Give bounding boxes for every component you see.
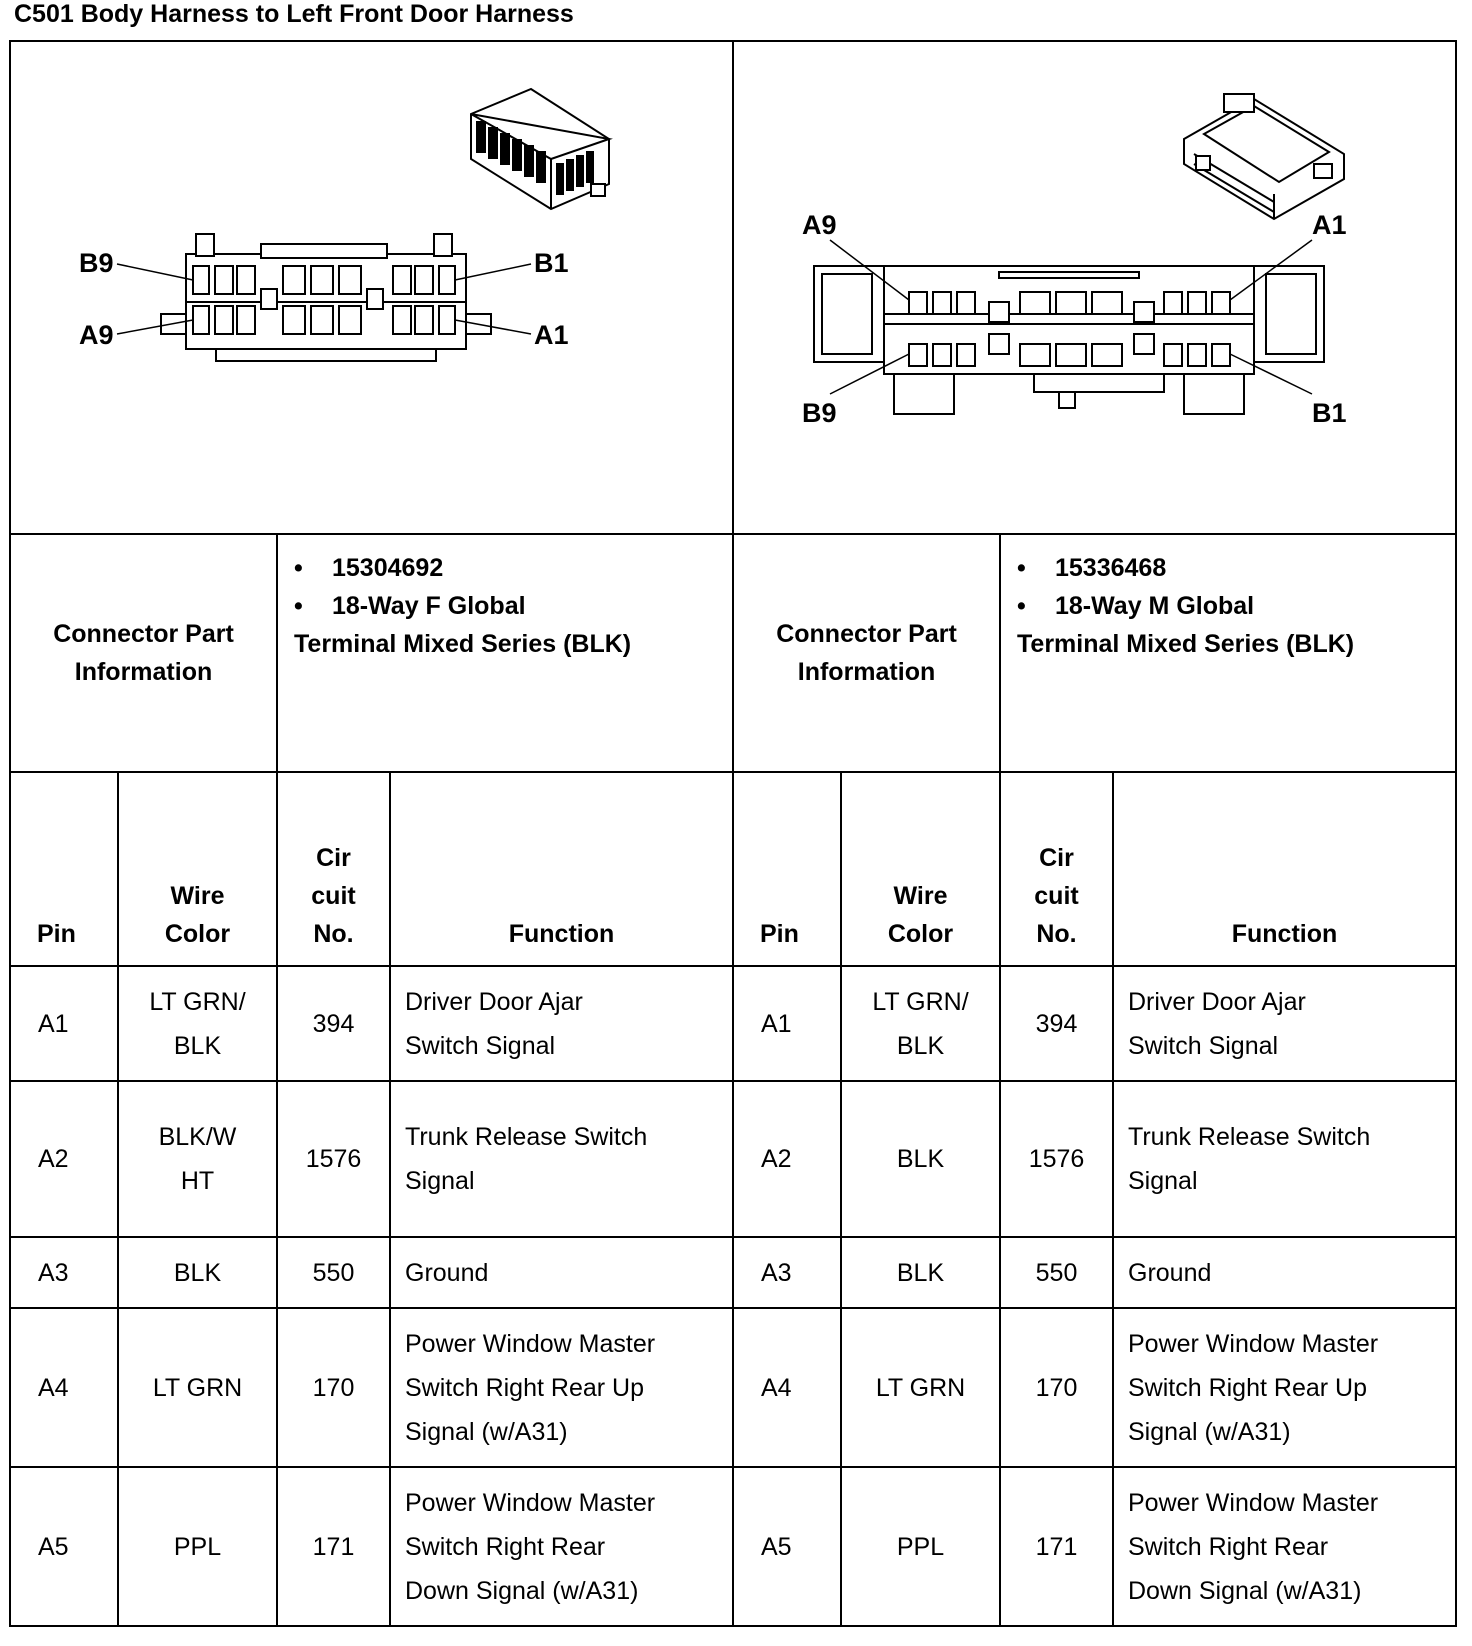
cell-function: Power Window Master Switch Right Rear Up Signal (w/A31) (1113, 1308, 1456, 1467)
cell-pin: A3 (733, 1237, 841, 1308)
cell-pin: A4 (10, 1308, 118, 1467)
connector-left-3d-view (471, 89, 609, 209)
cell-circuit: 550 (277, 1237, 390, 1308)
cell-function: Power Window Master Switch Right Rear Up Signal (w/A31) (390, 1308, 733, 1467)
table-row (10, 1308, 733, 1467)
bullet: • (1017, 592, 1026, 620)
connector-left-table (9, 40, 734, 1627)
cell-wire-color: BLK/W HT (118, 1081, 277, 1237)
table-row (10, 1081, 733, 1237)
cell-circuit: 1576 (277, 1081, 390, 1237)
cell-pin: A4 (733, 1308, 841, 1467)
page-title: C501 Body Harness to Left Front Door Harness (14, 0, 574, 28)
bullet: • (294, 554, 303, 582)
table-row (733, 1237, 1456, 1308)
cell-pin: A2 (10, 1081, 118, 1237)
cell-circuit: 1576 (1000, 1081, 1113, 1237)
connector-right-diagram (734, 44, 1453, 531)
header-line: Wire (893, 882, 948, 910)
connector-left-face-view (161, 234, 491, 361)
cell-function: Power Window Master Switch Right Rear Down Signal (w/A31) (390, 1467, 733, 1626)
connector-info-details (1000, 534, 1456, 772)
cell-wire-color: PPL (118, 1467, 277, 1626)
part-number: 15304692 (332, 554, 444, 582)
table-row (733, 1467, 1456, 1626)
info-label-line: Information (797, 658, 936, 686)
bullet: • (294, 592, 303, 620)
cell-circuit: 170 (1000, 1308, 1113, 1467)
pin-label-bottom-left: A9 (79, 320, 114, 350)
cell-wire-color: BLK (841, 1081, 1000, 1237)
header-line: No. (313, 920, 354, 948)
pin-label-top-left: A9 (802, 210, 837, 240)
connector-right-table (732, 40, 1457, 1627)
cell-pin: A5 (733, 1467, 841, 1626)
cell-pin: A1 (10, 966, 118, 1081)
cell-wire-color: LT GRN/ BLK (118, 966, 277, 1081)
cell-wire-color: BLK (118, 1237, 277, 1308)
cell-function: Ground (390, 1237, 733, 1308)
cell-circuit: 171 (277, 1467, 390, 1626)
connector-left-image-cell (10, 41, 733, 534)
header-pin: Pin (733, 772, 841, 966)
header-wire-color (841, 772, 1000, 966)
header-wire-color (118, 772, 277, 966)
cell-pin: A3 (10, 1237, 118, 1308)
pin-label-top-right: A1 (1312, 210, 1347, 240)
cell-circuit: 170 (277, 1308, 390, 1467)
part-description: 18-Way F Global (332, 592, 526, 620)
cell-function: Driver Door Ajar Switch Signal (1113, 966, 1456, 1081)
cell-function: Power Window Master Switch Right Rear Down Signal (w/A31) (1113, 1467, 1456, 1626)
connector-right-face-view (814, 266, 1324, 414)
cell-circuit: 550 (1000, 1237, 1113, 1308)
pin-label-bottom-left: B9 (802, 398, 837, 428)
table-row (10, 1467, 733, 1626)
pin-label-top-right: B1 (534, 248, 569, 278)
part-description-continued: Terminal Mixed Series (BLK) (294, 630, 632, 658)
connector-info-label (733, 534, 1000, 772)
cell-wire-color: LT GRN/ BLK (841, 966, 1000, 1081)
cell-wire-color: BLK (841, 1237, 1000, 1308)
header-circuit-no (277, 772, 390, 966)
cell-circuit: 394 (1000, 966, 1113, 1081)
cell-wire-color: LT GRN (841, 1308, 1000, 1467)
connector-left-diagram (11, 44, 730, 531)
pin-label-bottom-right: B1 (1312, 398, 1347, 428)
cell-function: Trunk Release Switch Signal (390, 1081, 733, 1237)
header-function: Function (1113, 772, 1456, 966)
header-line: Wire (170, 882, 225, 910)
table-row (733, 1308, 1456, 1467)
connector-right-3d-view (1184, 94, 1344, 219)
pin-label-bottom-right: A1 (534, 320, 569, 350)
header-line: Cir (316, 844, 351, 872)
header-function: Function (390, 772, 733, 966)
info-label-line: Connector Part (53, 620, 234, 648)
cell-circuit: 171 (1000, 1467, 1113, 1626)
pin-label-top-left: B9 (79, 248, 114, 278)
connector-info-label (10, 534, 277, 772)
header-circuit-no (1000, 772, 1113, 966)
cell-pin: A1 (733, 966, 841, 1081)
header-pin: Pin (10, 772, 118, 966)
connector-info-details (277, 534, 733, 772)
cell-circuit: 394 (277, 966, 390, 1081)
cell-function: Driver Door Ajar Switch Signal (390, 966, 733, 1081)
part-description: 18-Way M Global (1055, 592, 1255, 620)
connector-left-panel (9, 40, 732, 1633)
header-line: cuit (311, 882, 356, 910)
cell-function: Ground (1113, 1237, 1456, 1308)
info-label-line: Connector Part (776, 620, 957, 648)
cell-pin: A2 (733, 1081, 841, 1237)
cell-wire-color: LT GRN (118, 1308, 277, 1467)
table-row (10, 966, 733, 1081)
info-label-line: Information (74, 658, 213, 686)
header-line: Cir (1039, 844, 1074, 872)
part-description-continued: Terminal Mixed Series (BLK) (1017, 630, 1355, 658)
table-row (733, 966, 1456, 1081)
bullet: • (1017, 554, 1026, 582)
header-line: No. (1036, 920, 1077, 948)
cell-pin: A5 (10, 1467, 118, 1626)
header-line: cuit (1034, 882, 1079, 910)
table-row (10, 1237, 733, 1308)
header-line: Color (164, 920, 231, 948)
header-line: Color (887, 920, 954, 948)
cell-wire-color: PPL (841, 1467, 1000, 1626)
table-row (733, 1081, 1456, 1237)
cell-function: Trunk Release Switch Signal (1113, 1081, 1456, 1237)
connector-right-image-cell (733, 41, 1456, 534)
connector-right-panel (732, 40, 1455, 1633)
part-number: 15336468 (1055, 554, 1167, 582)
